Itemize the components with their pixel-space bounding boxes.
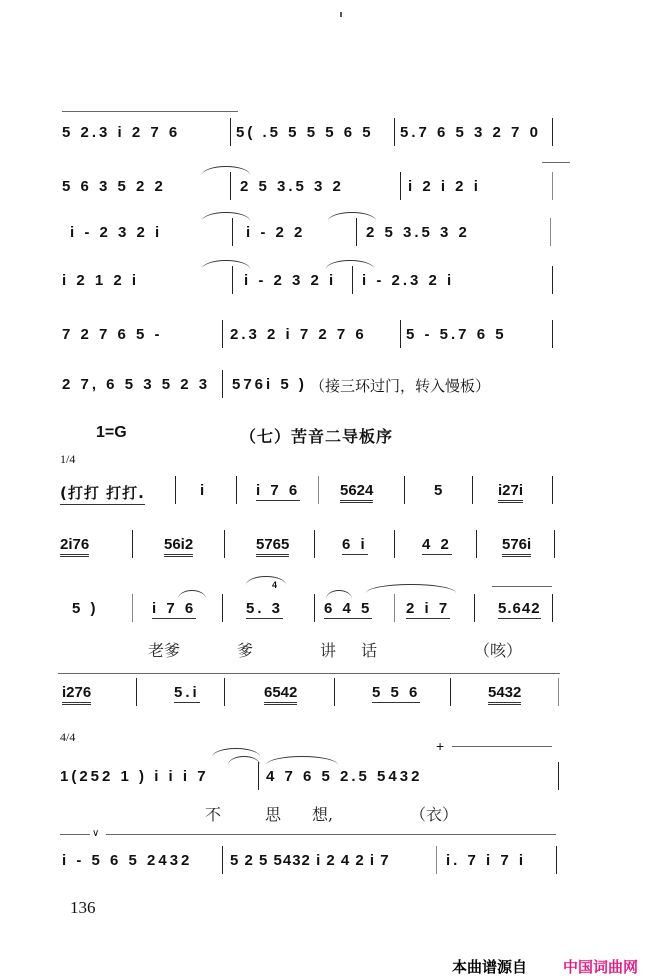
score-row-12	[60, 846, 560, 876]
slur	[228, 756, 260, 765]
measure: 576i 5 )	[232, 376, 307, 393]
lyric: 不	[205, 805, 222, 824]
bar-line	[436, 846, 437, 874]
slur	[212, 748, 260, 757]
measure: i276	[62, 684, 91, 705]
measure: 6 4 5	[324, 600, 373, 617]
bar-line	[394, 118, 395, 146]
bar-line	[224, 530, 225, 558]
phrase-line	[452, 746, 552, 747]
bar-line	[230, 118, 231, 146]
bar-line	[552, 476, 553, 504]
measure: 4 7 6 5 2.5 5432	[266, 768, 423, 785]
measure: 6542	[264, 684, 297, 705]
lyric: （咳）	[474, 641, 523, 660]
bar-line	[552, 172, 553, 200]
bar-line	[472, 476, 473, 504]
score-row-9	[60, 580, 560, 624]
bar-line	[236, 476, 237, 504]
slur	[246, 576, 286, 585]
measure: 5. 3	[246, 600, 284, 617]
measure: i 7 6	[256, 482, 301, 499]
bar-line	[258, 762, 259, 790]
score-row-1	[60, 118, 560, 148]
measure: 2 i 7	[406, 600, 451, 617]
score-row-4	[60, 266, 560, 296]
measure: 5765	[256, 536, 289, 557]
slur	[326, 590, 352, 599]
measure: 5.i	[174, 684, 200, 701]
bar-line	[558, 678, 559, 706]
measure: 5 2.3 i 2 7 6	[62, 124, 181, 141]
measure: 2i76	[60, 536, 89, 557]
score-row-8	[60, 530, 560, 560]
bar-line	[474, 594, 475, 622]
slur	[178, 590, 206, 599]
bar-line	[552, 320, 553, 348]
bar-line	[394, 594, 395, 622]
phrase-line	[62, 111, 238, 112]
measure: i. 7 i 7 i	[446, 852, 527, 869]
measure: 5.7 6 5 3 2 7 0	[400, 124, 541, 141]
score-row-6	[60, 370, 560, 400]
measure: i - 2 3 2 i	[244, 272, 337, 289]
measure: (打打 打打.	[60, 482, 145, 505]
slur	[202, 166, 250, 175]
bar-line	[222, 320, 223, 348]
bar-line	[175, 476, 176, 504]
measure: 5( .5 5 5 5 6 5	[236, 124, 374, 141]
bar-line	[314, 594, 315, 622]
time-signature: 1/4	[60, 452, 76, 466]
key-signature: 1=G	[96, 424, 127, 441]
scan-mark	[340, 12, 342, 17]
measure: 5 )	[72, 600, 99, 617]
measure: i - 2 3 2 i	[70, 224, 163, 241]
measure: 5624	[340, 482, 373, 503]
lyric: 老爹	[148, 641, 181, 660]
bar-line	[352, 266, 353, 294]
score-row-5	[60, 320, 560, 350]
bar-line	[400, 320, 401, 348]
score-row-2	[60, 172, 560, 202]
bar-line	[318, 476, 319, 504]
bar-line	[224, 678, 225, 706]
lyric: 爹	[237, 641, 254, 660]
score-row-11	[60, 762, 560, 792]
watermark-site-name[interactable]: 中国词曲网	[563, 958, 639, 976]
slur	[202, 260, 250, 269]
measure: i27i	[498, 482, 523, 503]
bar-line	[334, 678, 335, 706]
lyric: （衣）	[410, 805, 459, 824]
measure: i	[200, 482, 208, 499]
phrase-line	[542, 162, 570, 163]
breath-mark: ∨	[92, 828, 100, 839]
bar-line	[132, 530, 133, 558]
bar-line	[222, 846, 223, 874]
slur	[328, 212, 376, 221]
breath-mark: +	[436, 738, 445, 754]
measure: 5432	[488, 684, 521, 705]
measure: i - 5 6 5 2432	[62, 852, 193, 869]
phrase-line	[58, 673, 560, 674]
slur	[266, 756, 338, 765]
bar-line	[222, 370, 223, 398]
bar-line	[230, 172, 231, 200]
lyric: 想,	[312, 805, 334, 824]
measure: 2 7, 6 5 3 5 2 3	[62, 376, 211, 393]
bar-line	[552, 266, 553, 294]
bar-line	[132, 594, 133, 622]
measure: 576i	[502, 536, 531, 557]
lyric: 讲 话	[320, 641, 388, 660]
lyric: 思	[265, 805, 282, 824]
bar-line	[222, 594, 223, 622]
bar-line	[356, 218, 357, 246]
bar-line	[232, 266, 233, 294]
bar-line	[404, 476, 405, 504]
slur	[202, 212, 250, 221]
measure: 6 i	[342, 536, 368, 553]
grace-note: 4	[272, 580, 278, 590]
bar-line	[136, 678, 137, 706]
measure: 7 2 7 6 5 -	[62, 326, 163, 343]
measure: i 2 i 2 i	[408, 178, 481, 195]
bar-line	[314, 530, 315, 558]
watermark-source-label: 本曲谱源自	[452, 958, 528, 976]
measure: 56i2	[164, 536, 193, 557]
bar-line	[554, 530, 555, 558]
bar-line	[400, 172, 401, 200]
score-row-10	[60, 678, 560, 708]
measure: i - 2.3 2 i	[362, 272, 455, 289]
time-signature: 4/4	[60, 730, 76, 744]
section-title: （七）苦音二导板序	[240, 427, 394, 446]
bar-line	[552, 118, 553, 146]
bar-line	[450, 678, 451, 706]
bar-line	[550, 218, 551, 246]
measure: 5 - 5.7 6 5	[406, 326, 507, 343]
bar-line	[394, 530, 395, 558]
measure: i 2 1 2 i	[62, 272, 140, 289]
bar-line	[232, 218, 233, 246]
score-row-7	[60, 476, 560, 506]
measure: 5 2 5 5432 i 2 4 2 i 7	[230, 852, 390, 869]
measure: 5 6 3 5 2 2	[62, 178, 166, 195]
measure: 2.3 2 i 7 2 7 6	[230, 326, 367, 343]
slur	[366, 584, 456, 593]
slur	[326, 260, 374, 269]
measure: 5.642	[498, 600, 541, 617]
bar-line	[552, 594, 553, 622]
measure: i - 2 2	[246, 224, 306, 241]
measure: 1(252 1 ) i i i 7	[60, 768, 209, 785]
measure: i 7 6	[152, 600, 197, 617]
page-number: 136	[70, 898, 96, 917]
measure: 5	[434, 482, 446, 499]
measure: 2 5 3.5 3 2	[240, 178, 344, 195]
measure: 4 2	[422, 536, 452, 553]
phrase-line	[492, 586, 552, 587]
bar-line	[476, 530, 477, 558]
performance-note: （接三环过门，转入慢板）	[310, 377, 491, 395]
measure: 5 5 6	[372, 684, 421, 701]
measure: 2 5 3.5 3 2	[366, 224, 470, 241]
bar-line	[556, 846, 557, 874]
phrase-line	[106, 834, 556, 835]
bar-line	[558, 762, 559, 790]
phrase-line	[60, 834, 90, 835]
score-row-3	[60, 218, 560, 248]
